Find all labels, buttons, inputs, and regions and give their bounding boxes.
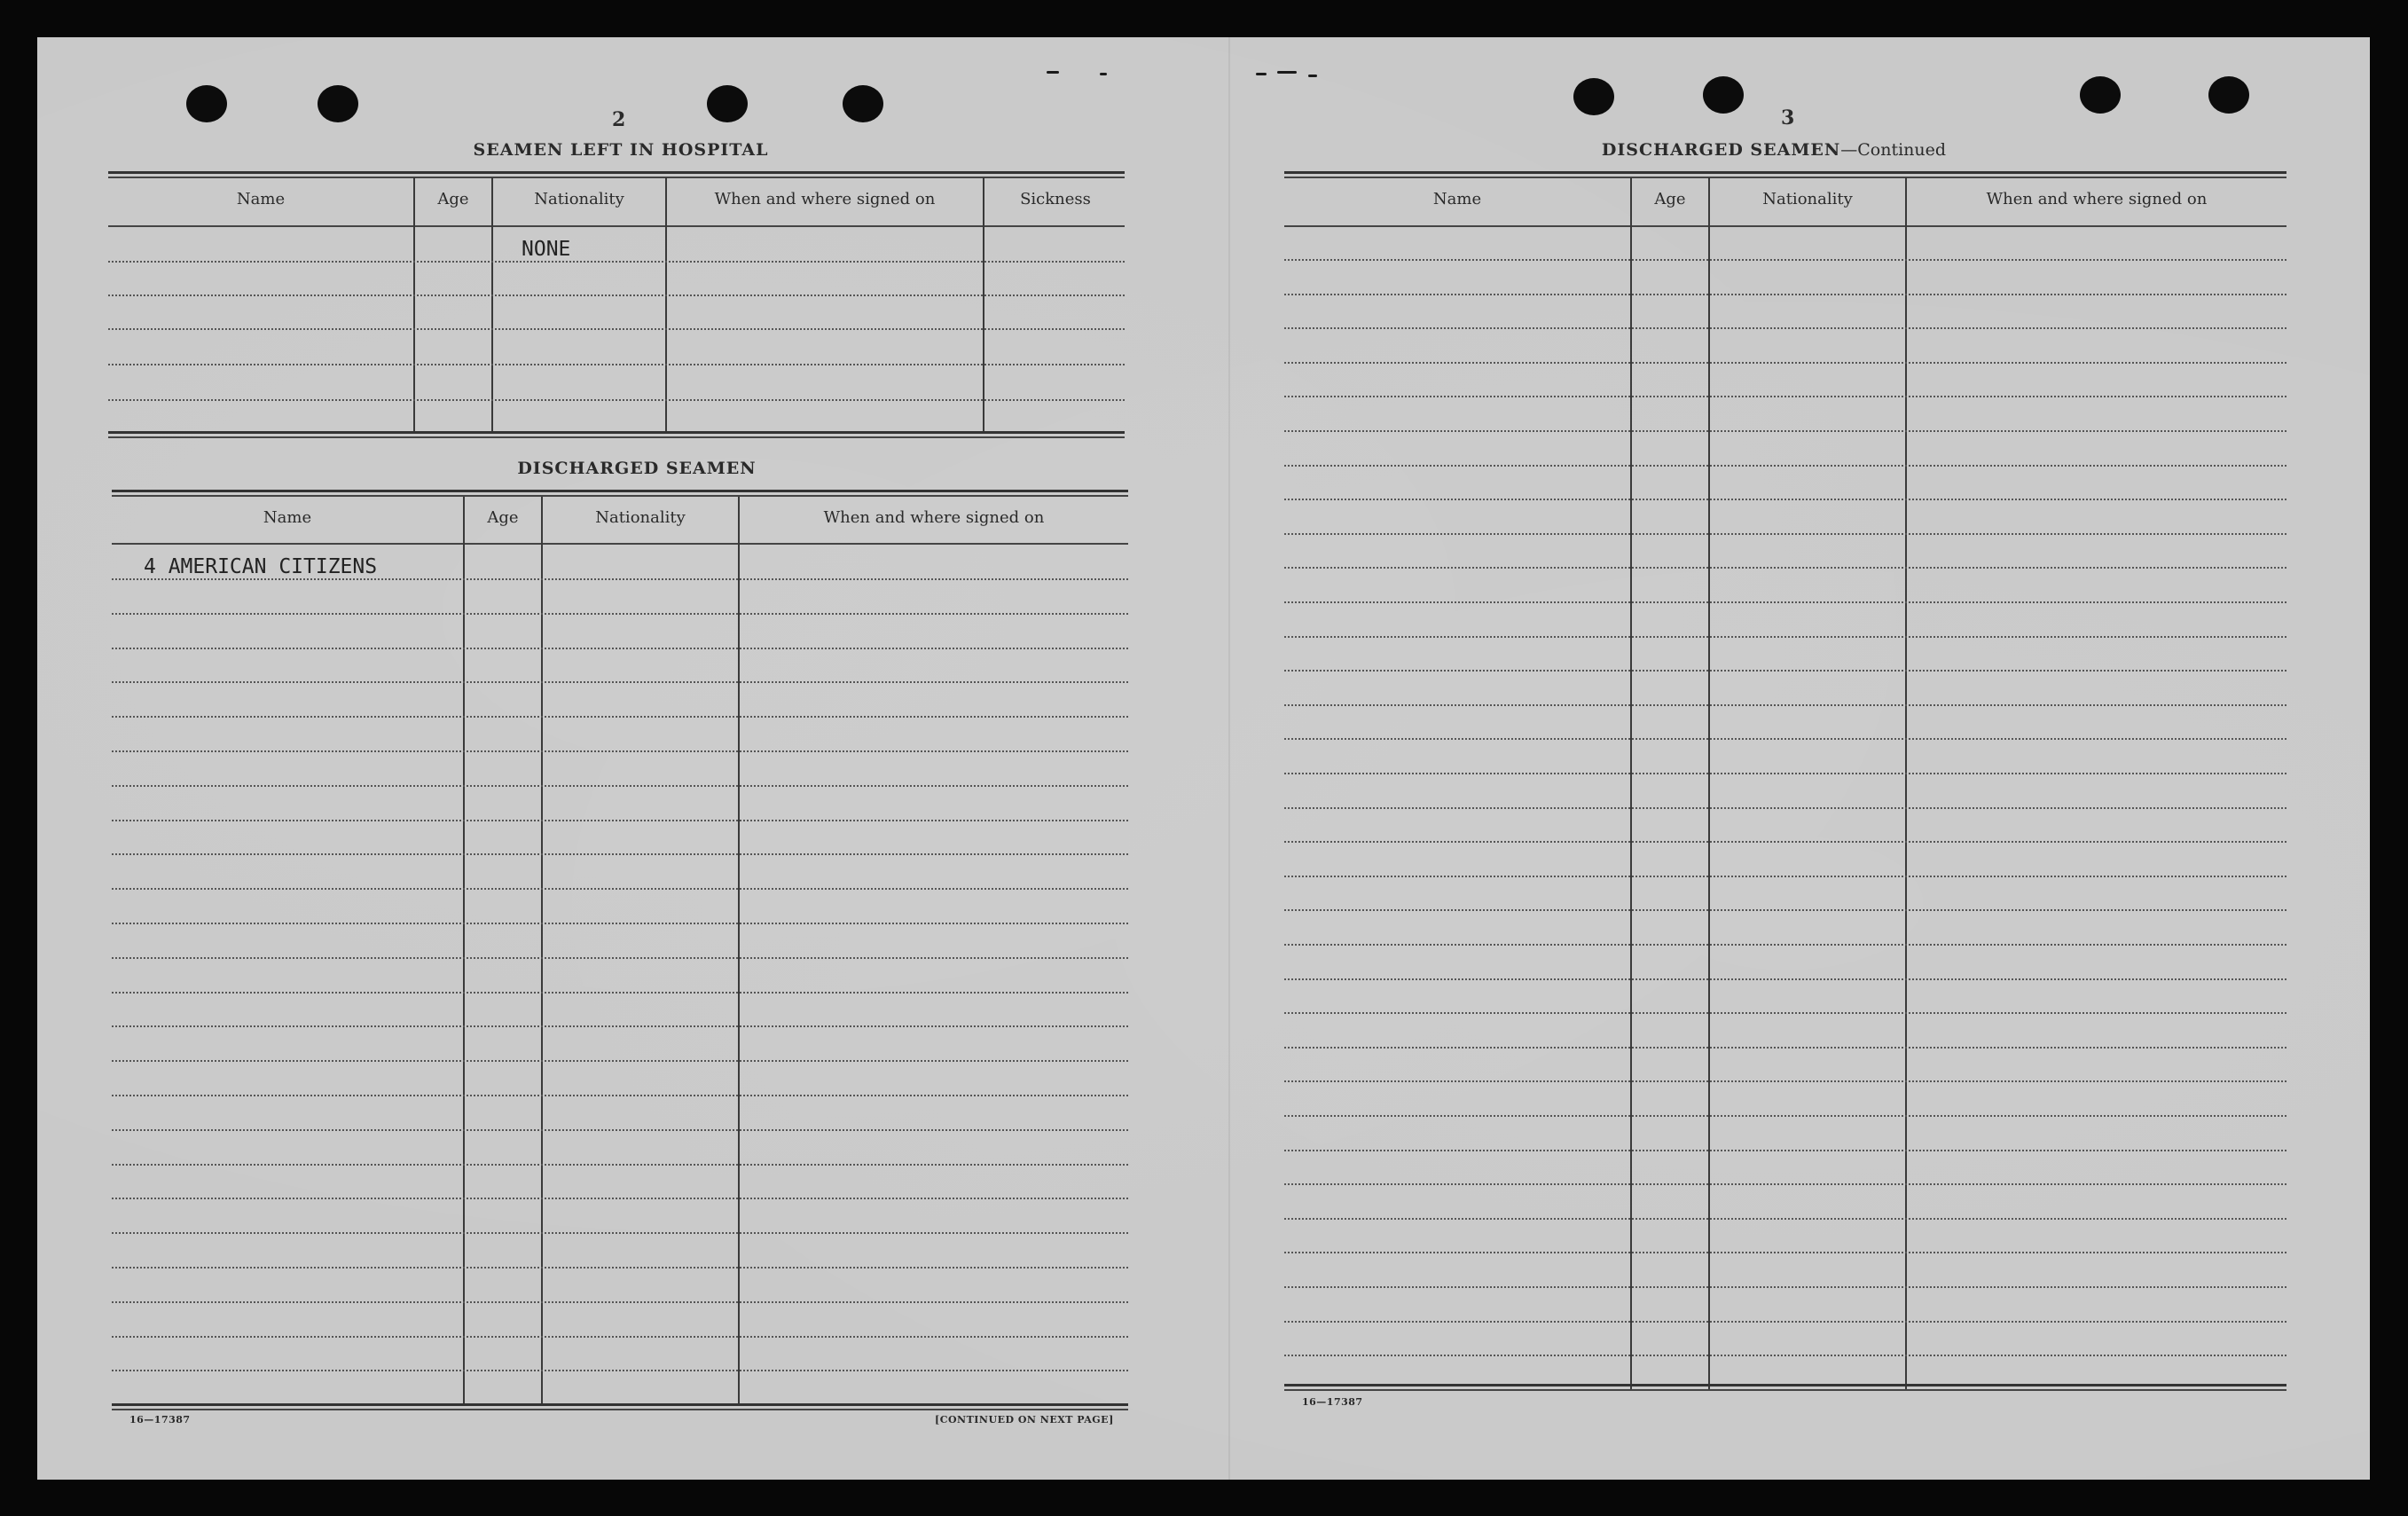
ruled-row-line <box>1284 1286 2286 1288</box>
discharged-col-divider <box>463 497 465 1405</box>
ruled-row-line <box>1284 1183 2286 1185</box>
punch-hole <box>2080 76 2121 114</box>
right-header-signed-on: When and where signed on <box>1986 190 2208 208</box>
ruled-row-line <box>1284 773 2286 774</box>
ruled-row-line <box>112 853 1128 855</box>
right-header-nationality: Nationality <box>1762 190 1853 208</box>
ruled-row-line <box>1284 1355 2286 1356</box>
ruled-row-line <box>1284 807 2286 809</box>
ruled-row-line <box>1284 1047 2286 1049</box>
ruled-row-line <box>1284 978 2286 980</box>
discharged-col-divider <box>541 497 543 1405</box>
page-number-right: 3 <box>1781 106 1795 130</box>
ruled-row-line <box>1284 601 2286 603</box>
discharged-header-signed-on: When and where signed on <box>823 508 1045 527</box>
ruled-row-line <box>1284 396 2286 397</box>
discharged-continued-title-suffix: —Continued <box>1840 140 1947 160</box>
ruled-row-line <box>1284 465 2286 467</box>
hospital-row-line <box>108 261 1125 263</box>
ruled-row-line <box>112 820 1128 821</box>
ruled-row-line <box>1284 1150 2286 1151</box>
ruled-row-line <box>1284 909 2286 911</box>
ruled-row-line <box>112 1267 1128 1269</box>
ruled-row-line <box>1284 430 2286 432</box>
hospital-row-line <box>108 364 1125 365</box>
punch-hole <box>707 85 748 122</box>
document-sheet <box>37 37 2370 1480</box>
discharged-header-age: Age <box>487 508 519 527</box>
hospital-header-rule <box>108 225 1125 227</box>
discharged-section-title: DISCHARGED SEAMEN <box>517 459 757 478</box>
stray-mark <box>1047 71 1059 74</box>
ruled-row-line <box>112 992 1128 994</box>
right-table-bottom-rule <box>1284 1384 2286 1386</box>
ruled-row-line <box>1284 1115 2286 1117</box>
ruled-row-line <box>1284 1012 2286 1014</box>
ruled-row-line <box>112 1129 1128 1131</box>
hospital-col-divider <box>983 177 984 433</box>
right-table-top-rule <box>1284 171 2286 174</box>
ruled-row-line <box>112 1370 1128 1371</box>
ruled-row-line <box>1284 1218 2286 1220</box>
right-header-age: Age <box>1654 190 1686 208</box>
discharged-table-bottom-rule <box>112 1403 1128 1406</box>
ruled-row-line <box>112 1164 1128 1166</box>
ruled-row-line <box>112 1301 1128 1303</box>
discharged-col-divider <box>738 497 740 1405</box>
ruled-row-line <box>1284 1252 2286 1253</box>
stray-mark <box>1277 71 1297 74</box>
ruled-row-line <box>112 1060 1128 1062</box>
stray-mark <box>1100 73 1107 75</box>
page-number-left: 2 <box>612 108 626 131</box>
discharged-table-top-rule <box>112 490 1128 492</box>
form-number-left: 16—17387 <box>129 1414 191 1426</box>
right-col-divider <box>1905 177 1907 1389</box>
ruled-row-line <box>1284 636 2286 638</box>
ruled-row-line <box>1284 567 2286 569</box>
ruled-row-line <box>112 888 1128 890</box>
ruled-row-line <box>112 1232 1128 1234</box>
discharged-continued-title <box>1508 140 2040 160</box>
ruled-row-line <box>112 923 1128 924</box>
hospital-header-signed-on: When and where signed on <box>714 190 936 208</box>
discharged-header-rule <box>112 543 1128 545</box>
ruled-row-line <box>1284 327 2286 329</box>
ruled-row-line <box>1284 533 2286 535</box>
hospital-row-line <box>108 399 1125 401</box>
hospital-section-title: SEAMEN LEFT IN HOSPITAL <box>473 140 769 160</box>
hospital-row-line <box>108 328 1125 330</box>
punch-hole <box>1573 78 1614 115</box>
ruled-row-line <box>112 785 1128 787</box>
discharged-continued-title-main: DISCHARGED SEAMEN <box>1601 140 1841 160</box>
ruled-row-line <box>1284 670 2286 672</box>
ruled-row-line <box>112 716 1128 718</box>
punch-hole <box>1703 76 1744 114</box>
punch-hole <box>2208 76 2249 114</box>
hospital-header-sickness: Sickness <box>1020 190 1091 208</box>
hospital-header-name: Name <box>236 190 286 208</box>
ruled-row-line <box>1284 1321 2286 1323</box>
discharged-entry-citizens: 4 AMERICAN CITIZENS <box>144 555 378 578</box>
ruled-row-line <box>112 648 1128 649</box>
hospital-col-divider <box>665 177 667 433</box>
discharged-header-name: Name <box>263 508 312 527</box>
ruled-row-line <box>112 681 1128 683</box>
ruled-row-line <box>1284 738 2286 740</box>
ruled-row-line <box>112 578 1128 580</box>
hospital-header-nationality: Nationality <box>534 190 624 208</box>
ruled-row-line <box>112 750 1128 752</box>
ruled-row-line <box>1284 704 2286 706</box>
right-header-rule <box>1284 225 2286 227</box>
stray-mark <box>1308 75 1317 77</box>
ruled-row-line <box>1284 944 2286 946</box>
hospital-header-age: Age <box>437 190 469 208</box>
hospital-entry-none: NONE <box>522 238 571 261</box>
ruled-row-line <box>112 613 1128 615</box>
right-col-divider <box>1708 177 1710 1389</box>
hospital-col-divider <box>413 177 415 433</box>
discharged-header-nationality: Nationality <box>595 508 686 527</box>
ruled-row-line <box>1284 294 2286 295</box>
ruled-row-line <box>112 1198 1128 1199</box>
ruled-row-line <box>1284 499 2286 500</box>
punch-hole <box>186 85 227 122</box>
continued-note: [CONTINUED ON NEXT PAGE] <box>935 1414 1114 1426</box>
ruled-row-line <box>1284 259 2286 261</box>
punch-hole <box>843 85 883 122</box>
punch-hole <box>318 85 358 122</box>
right-col-divider <box>1630 177 1632 1389</box>
stray-mark <box>1256 73 1267 75</box>
ruled-row-line <box>112 1095 1128 1096</box>
ruled-row-line <box>112 957 1128 959</box>
hospital-table-top-rule <box>108 171 1125 174</box>
ruled-row-line <box>1284 841 2286 843</box>
ruled-row-line <box>1284 1080 2286 1082</box>
ruled-row-line <box>1284 876 2286 877</box>
ruled-row-line <box>112 1336 1128 1338</box>
hospital-table-bottom-rule <box>108 431 1125 434</box>
page-fold <box>1228 37 1230 1480</box>
form-number-right: 16—17387 <box>1302 1396 1363 1408</box>
hospital-col-divider <box>491 177 493 433</box>
hospital-row-line <box>108 295 1125 296</box>
ruled-row-line <box>112 1025 1128 1027</box>
ruled-row-line <box>1284 362 2286 364</box>
right-header-name: Name <box>1432 190 1482 208</box>
